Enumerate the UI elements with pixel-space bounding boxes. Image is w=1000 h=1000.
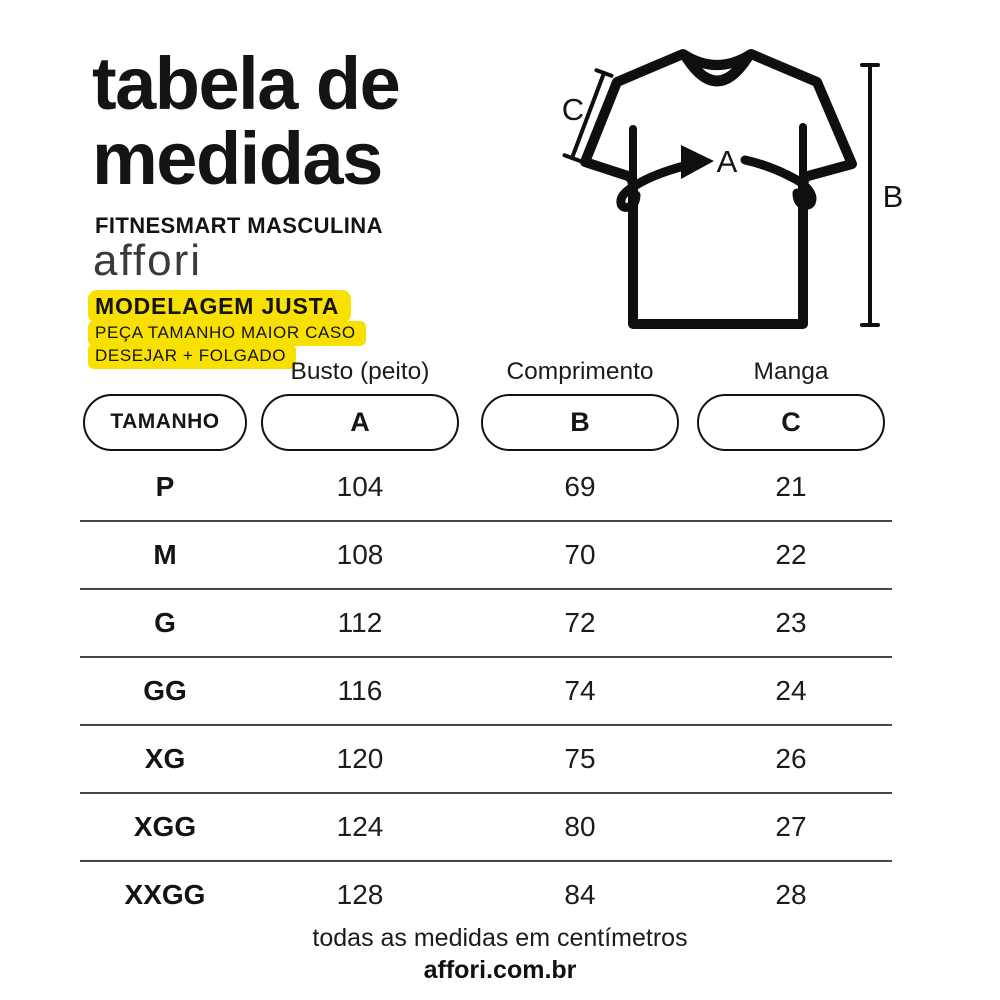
page-title	[92, 42, 400, 200]
value-sleeve: 22	[775, 539, 807, 570]
value-bust: 128	[336, 879, 384, 910]
brand-logo: affori	[93, 236, 203, 285]
tshirt-measurement-diagram	[540, 30, 960, 350]
measure-label-comprimento: Comprimento	[506, 358, 654, 385]
length-measure-line	[862, 65, 878, 325]
diagram-label-b: B	[882, 179, 904, 214]
column-header-b: B	[481, 394, 679, 451]
page-title-line2: medidas	[92, 117, 382, 200]
product-subtitle: FITNESMART MASCULINA	[95, 213, 383, 238]
value-length: 84	[564, 879, 596, 910]
measure-labels-row	[80, 354, 892, 390]
measure-label-busto: Busto (peito)	[290, 358, 430, 385]
column-header-a: A	[261, 394, 459, 451]
page-title-line1: tabela de	[92, 42, 400, 125]
size-label: XGG	[133, 811, 197, 842]
value-length: 80	[564, 811, 596, 842]
chest-tape-arrowhead	[681, 145, 714, 179]
value-length: 72	[564, 607, 596, 638]
size-label: G	[154, 607, 176, 638]
value-sleeve: 24	[775, 675, 807, 706]
size-label: P	[155, 471, 175, 502]
table-row	[80, 862, 892, 928]
value-bust: 116	[337, 675, 383, 706]
column-header-row	[80, 390, 892, 454]
diagram-label-a: A	[716, 144, 738, 179]
value-bust: 112	[337, 607, 383, 638]
table-row	[80, 794, 892, 862]
measure-label-manga: Manga	[753, 358, 829, 385]
size-label: GG	[143, 675, 187, 706]
column-header-c: C	[697, 394, 885, 451]
table-row	[80, 522, 892, 590]
value-sleeve: 23	[775, 607, 807, 638]
fit-note-line3: DESEJAR + FOLGADO	[88, 344, 296, 369]
website: affori.com.br	[423, 956, 577, 984]
value-length: 75	[564, 743, 596, 774]
column-header-tamanho: TAMANHO	[83, 394, 247, 451]
units-note: todas as medidas em centímetros	[312, 924, 688, 952]
value-sleeve: 21	[775, 471, 807, 502]
size-label: XXGG	[124, 879, 206, 910]
value-sleeve: 26	[775, 743, 807, 774]
value-bust: 108	[336, 539, 384, 570]
table-row	[80, 726, 892, 794]
value-sleeve: 27	[775, 811, 807, 842]
value-bust: 104	[336, 471, 384, 502]
table-row	[80, 454, 892, 522]
table-row	[80, 590, 892, 658]
value-bust: 120	[336, 743, 384, 774]
value-length: 74	[564, 675, 596, 706]
value-sleeve: 28	[775, 879, 807, 910]
fit-note-line2: PEÇA TAMANHO MAIOR CASO	[88, 321, 366, 346]
value-bust: 124	[336, 811, 384, 842]
value-length: 69	[564, 471, 596, 502]
size-label: M	[153, 539, 177, 570]
fit-note-title: MODELAGEM JUSTA	[88, 290, 351, 323]
diagram-label-c: C	[561, 92, 585, 127]
table-row	[80, 658, 892, 726]
size-label: XG	[144, 743, 186, 774]
value-length: 70	[564, 539, 596, 570]
size-table	[80, 354, 892, 928]
